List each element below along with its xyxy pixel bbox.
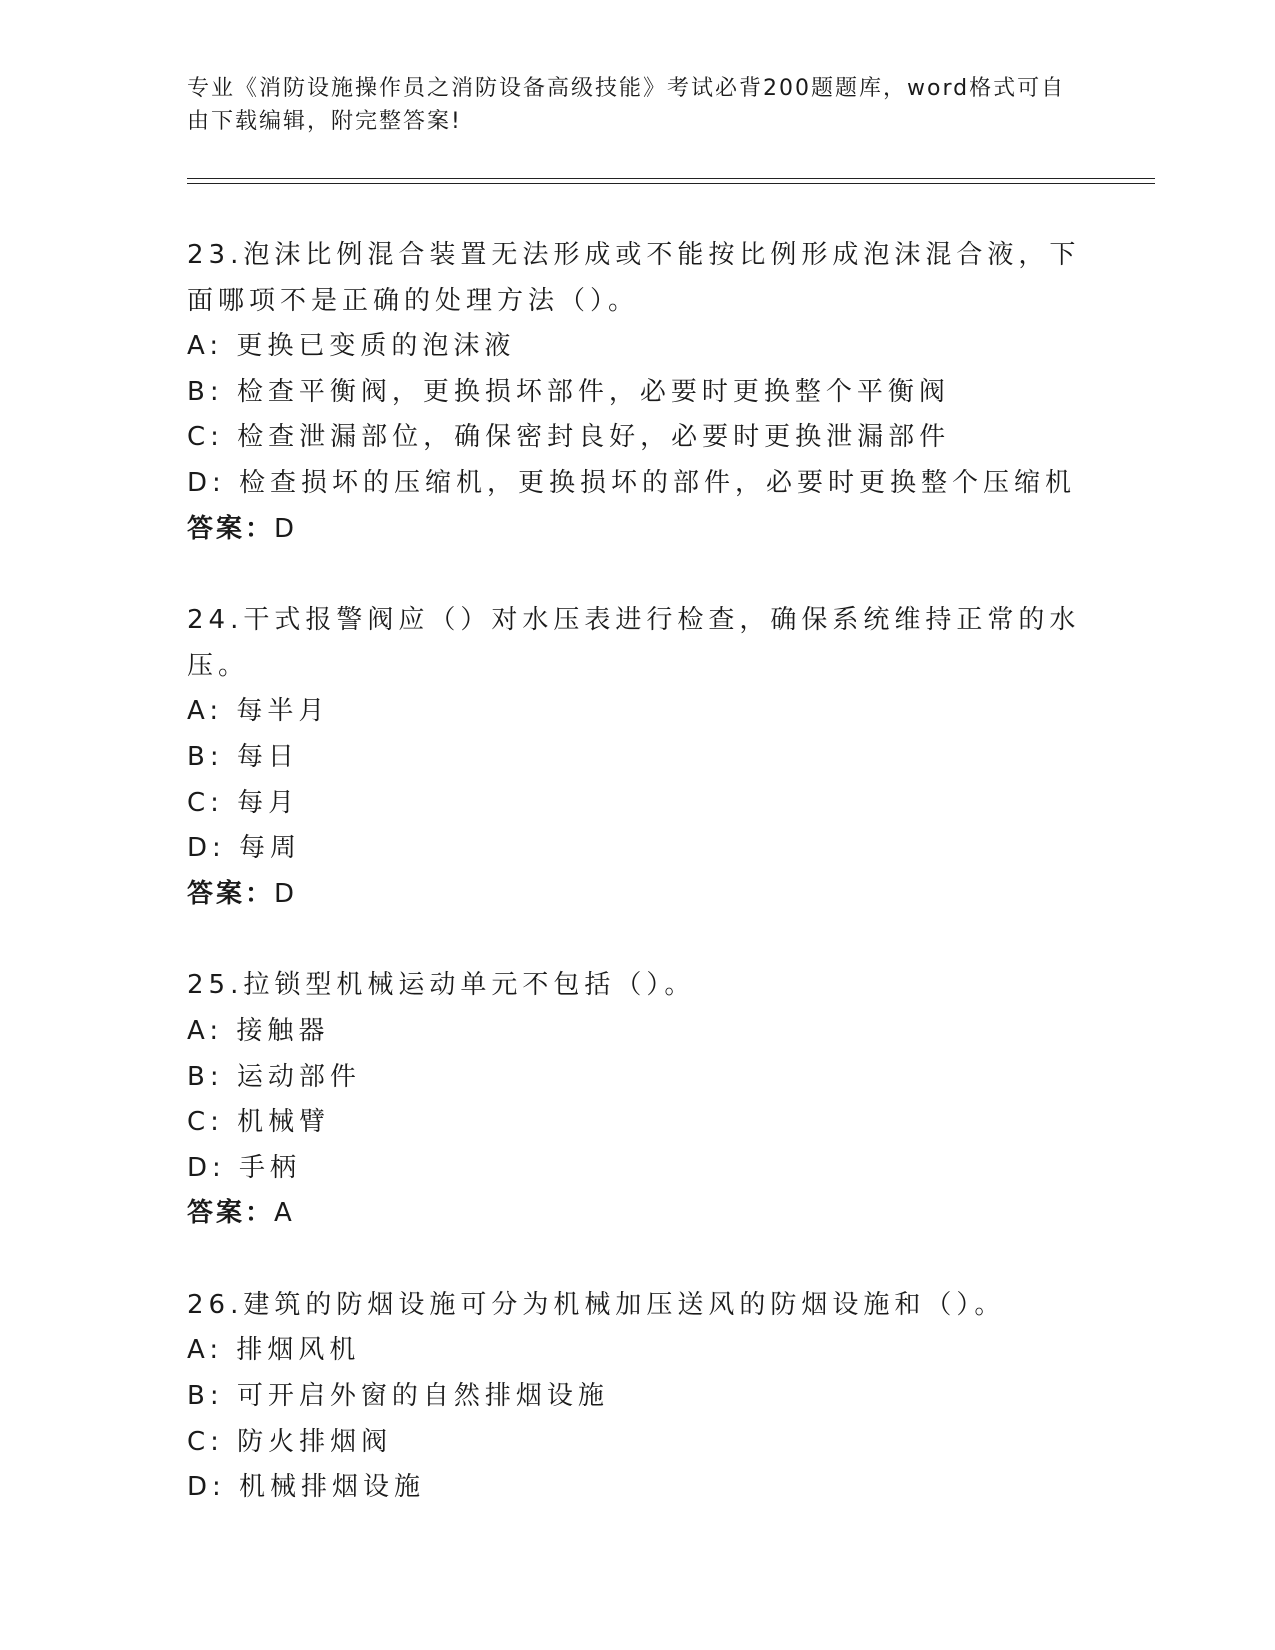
option-a: A: 更换已变质的泡沫液 [187,331,516,362]
question-block [187,598,1087,917]
option-d: D: 手柄 [187,1152,302,1183]
option-c: C: 检查泄漏部位，确保密封良好，必要时更换泄漏部件 [187,422,951,453]
question-list [187,233,1087,1511]
header-divider-top [187,178,1155,179]
document-header: 专业《消防设施操作员之消防设备高级技能》考试必背200题题库，word格式可自由下载编辑，附完整答案! [187,76,1066,134]
answer-label: 答案： [187,513,275,544]
header-divider-bottom [187,183,1155,184]
question-stem: 24.干式报警阀应（）对水压表进行检查，确保系统维持正常的水压。 [187,605,1081,681]
option-d: D: 机械排烟设施 [187,1472,426,1503]
answer-line [187,507,1087,553]
option-c: C: 防火排烟阀 [187,1426,393,1457]
answer-label: 答案： [187,878,275,909]
question-stem: 26.建筑的防烟设施可分为机械加压送风的防烟设施和（）。 [187,1289,1006,1320]
answer-value: D [274,513,298,544]
answer-label: 答案： [187,1198,275,1229]
question-stem: 25.拉锁型机械运动单元不包括（）。 [187,970,696,1001]
question-block [187,1283,1087,1511]
option-a: A: 接触器 [187,1015,330,1046]
question-stem: 23.泡沫比例混合装置无法形成或不能按比例形成泡沫混合液，下面哪项不是正确的处理方法（）。 [187,240,1081,316]
option-d: D: 检查损坏的压缩机，更换损坏的部件，必要时更换整个压缩机 [187,467,1077,498]
question-block [187,233,1087,552]
answer-value: D [274,878,298,909]
option-b: B: 每日 [187,741,299,772]
option-b: B: 可开启外窗的自然排烟设施 [187,1381,609,1412]
option-a: A: 排烟风机 [187,1335,361,1366]
option-b: B: 检查平衡阀，更换损坏部件，必要时更换整个平衡阀 [187,376,950,407]
option-a: A: 每半月 [187,696,330,727]
option-c: C: 机械臂 [187,1107,331,1138]
option-c: C: 每月 [187,787,300,818]
option-d: D: 每周 [187,833,302,864]
option-b: B: 运动部件 [187,1061,361,1092]
answer-line [187,872,1087,918]
answer-value: A [274,1198,295,1229]
question-block [187,963,1087,1237]
answer-line [187,1191,1087,1237]
